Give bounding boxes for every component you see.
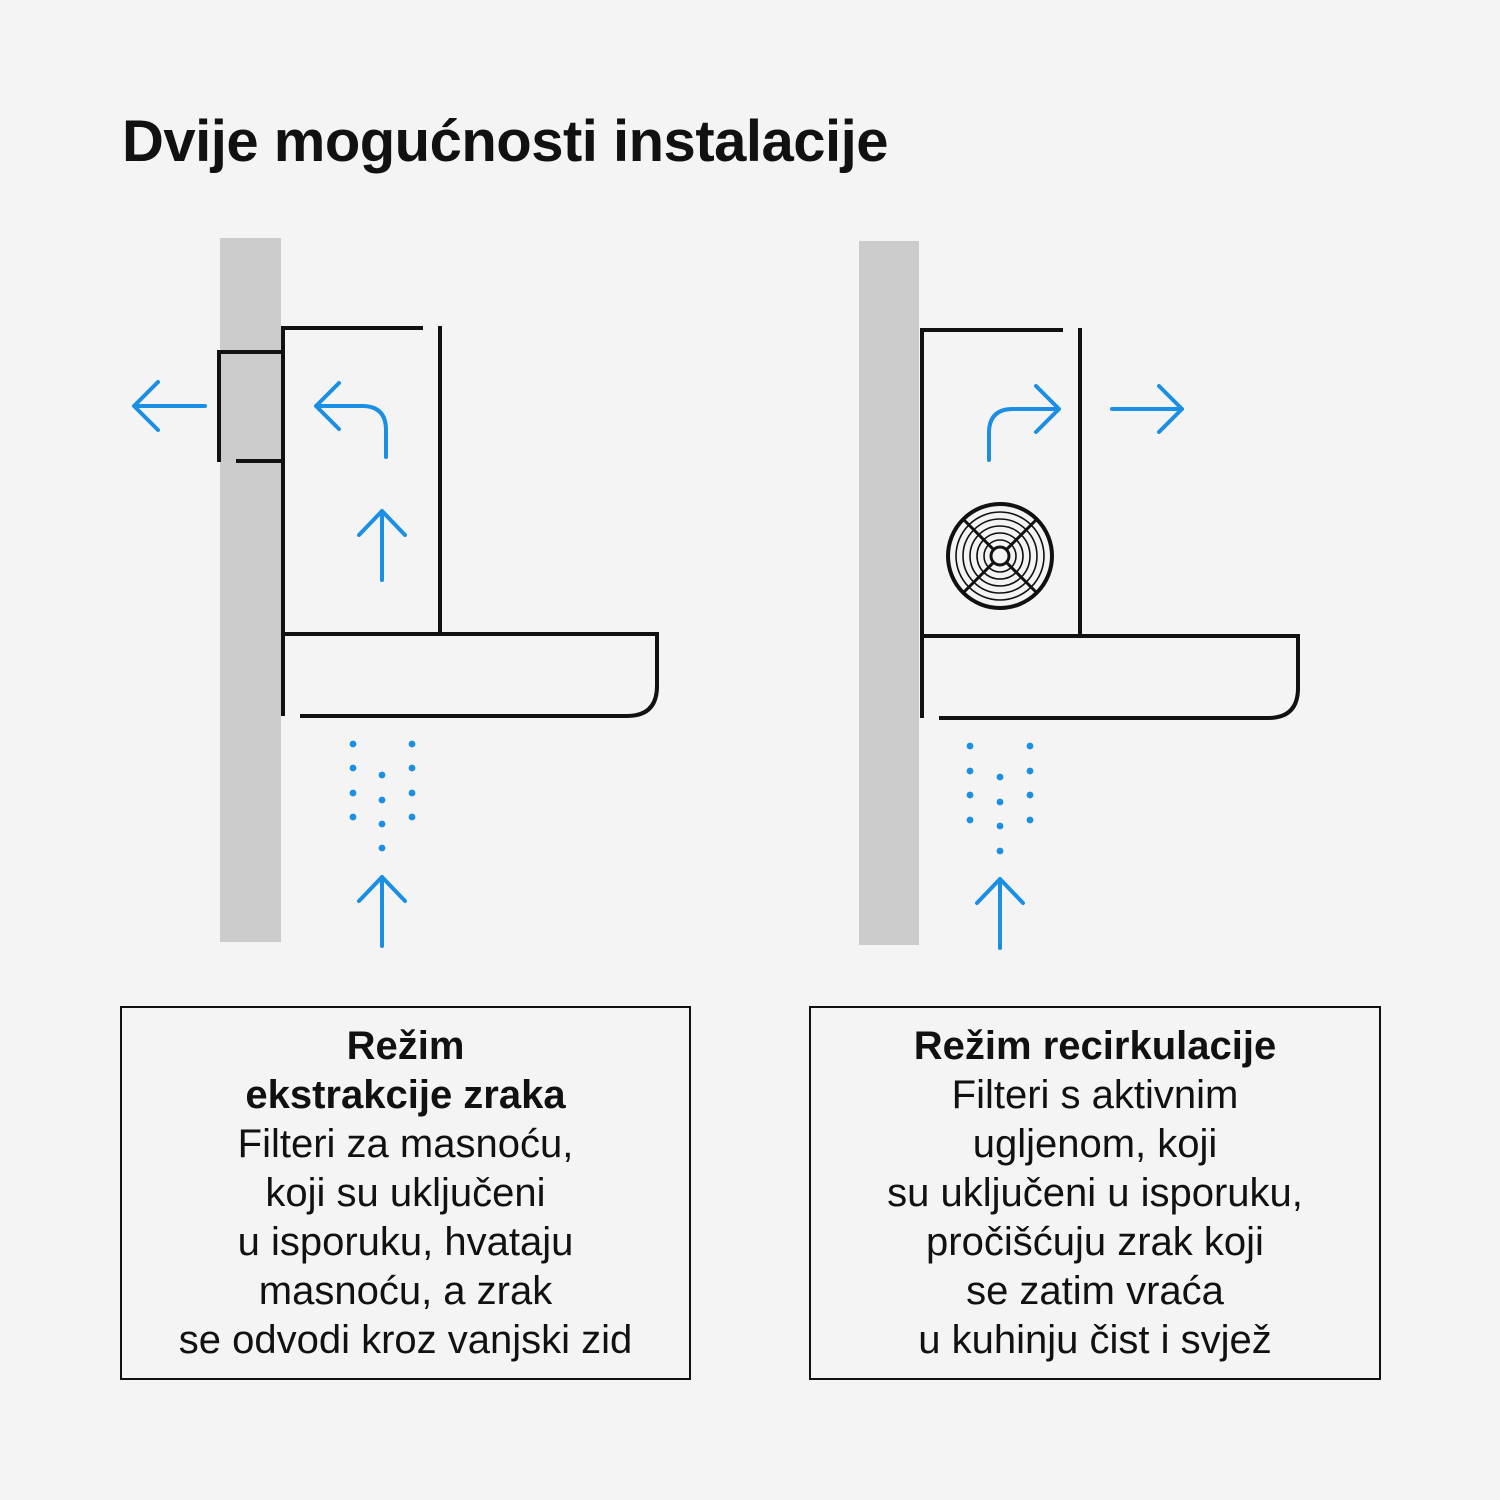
fan-icon (948, 504, 1052, 608)
mode-description-line: Filteri s aktivnim (951, 1072, 1239, 1117)
arrow-up-bottom-icon (977, 879, 1023, 948)
extraction-mode-description (120, 1006, 691, 1380)
arrow-up-chimney-icon (359, 511, 405, 580)
mode-heading: ekstrakcije zraka (245, 1072, 566, 1117)
mode-description-line: se zatim vraća (966, 1268, 1224, 1313)
arrow-up-bottom-icon (359, 877, 405, 946)
hood-canopy (922, 636, 1298, 718)
mode-description-line: Filteri za masnoću, (237, 1121, 574, 1166)
mode-description-line: su uključeni u isporuku, (887, 1170, 1303, 1215)
arrow-turn-left-icon (316, 383, 386, 457)
wall-left (220, 238, 281, 942)
arrow-left-outside-icon (134, 382, 205, 430)
mode-description-line: pročišćuju zrak koji (926, 1219, 1264, 1264)
arrow-turn-right-icon (989, 386, 1059, 460)
recirculation-mode-illustration (859, 241, 1298, 948)
arrow-right-outside-icon (1112, 386, 1182, 432)
mode-description-line: masnoću, a zrak (258, 1268, 553, 1313)
wall-right (859, 241, 919, 945)
hood-canopy (283, 634, 657, 716)
recirculation-mode-description (809, 1006, 1381, 1380)
mode-description-line: ugljenom, koji (972, 1121, 1218, 1166)
mode-description-line: u kuhinju čist i svjež (918, 1317, 1272, 1362)
mode-description-line: koji su uključeni (265, 1170, 546, 1215)
hood-chimney (922, 328, 1080, 634)
airflow-dots-left (350, 741, 416, 852)
mode-heading: Režim recirkulacije (913, 1023, 1277, 1068)
airflow-dots-right (967, 743, 1034, 855)
mode-heading: Režim (346, 1023, 465, 1068)
mode-description-line: se odvodi kroz vanjski zid (178, 1317, 633, 1362)
page-title: Dvije mogućnosti instalacije (122, 109, 888, 174)
extraction-mode-illustration (134, 238, 657, 946)
hood-chimney (283, 326, 440, 632)
mode-description-line: u isporuku, hvataju (237, 1219, 574, 1264)
